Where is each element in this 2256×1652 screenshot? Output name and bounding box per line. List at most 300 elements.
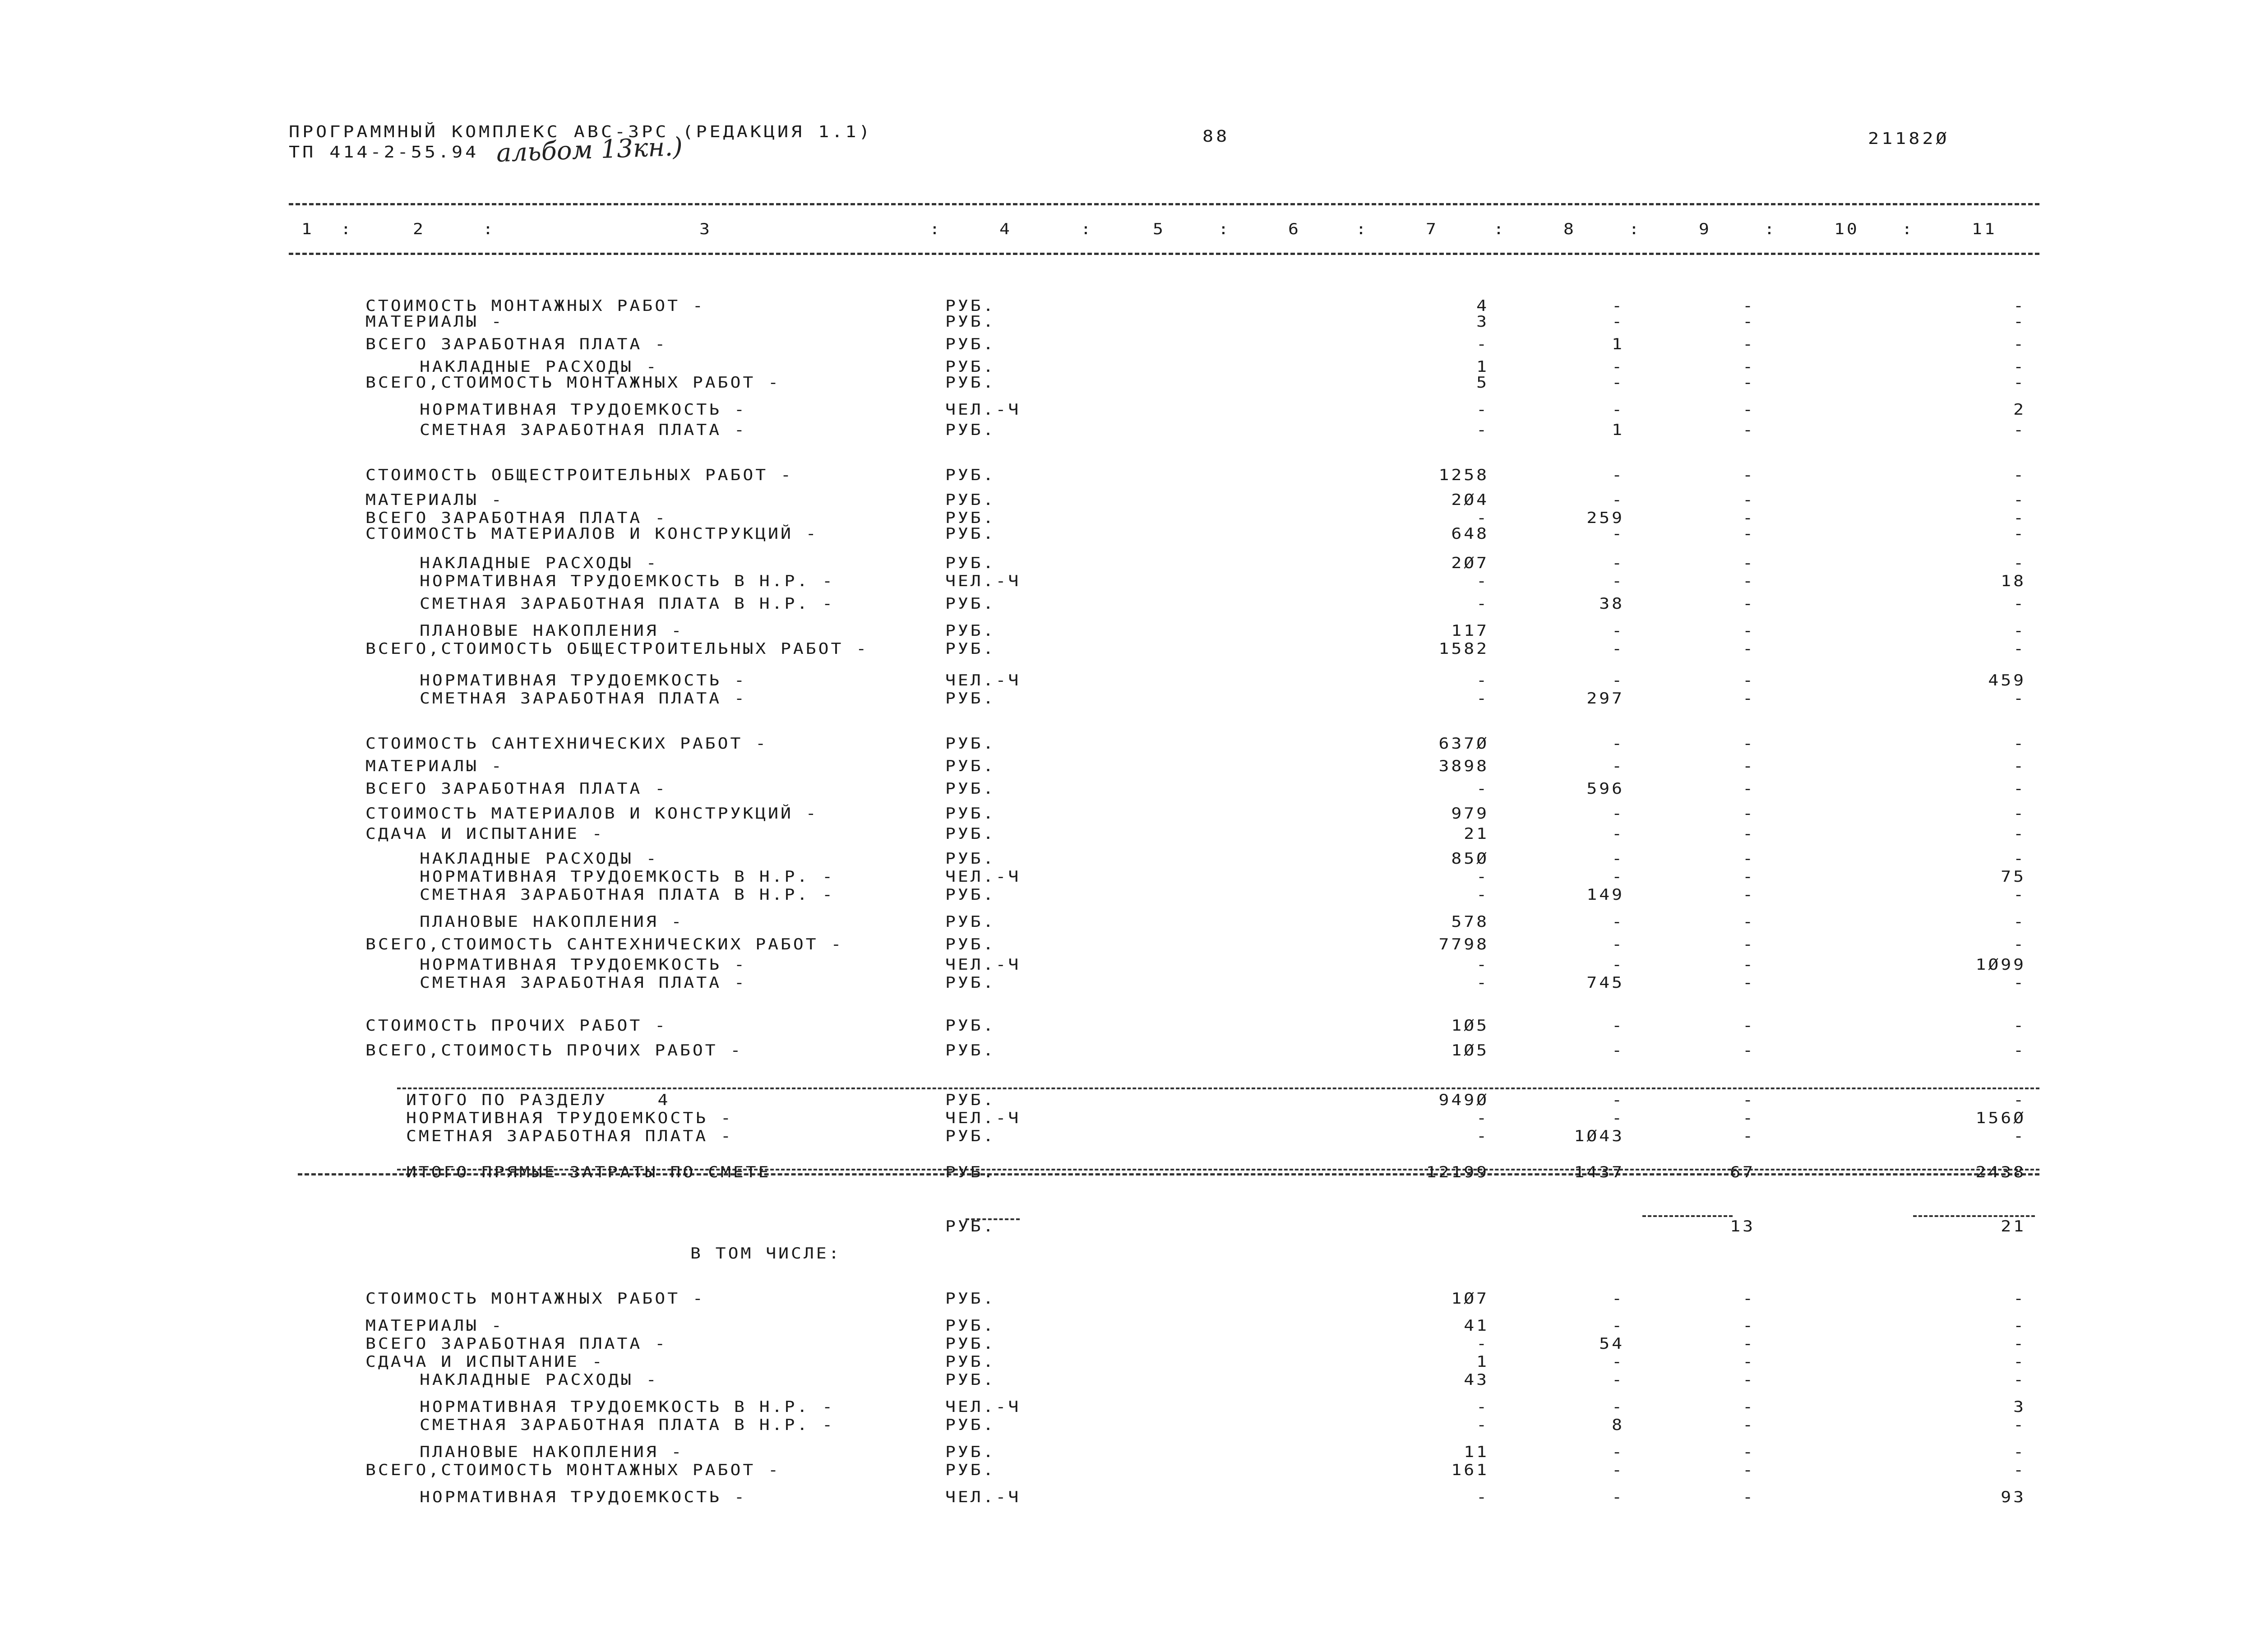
row-label: СМЕТНАЯ ЗАРАБОТНАЯ ПЛАТА - — [420, 689, 747, 707]
program-title: ПРОГРАММНЫЙ КОМПЛЕКС АВС-3РС (РЕДАКЦИЯ 1.1) — [289, 122, 873, 141]
cell-col-8: 259 — [1586, 509, 1624, 527]
row-unit: ЧЕЛ.-Ч — [945, 1397, 1021, 1416]
row-unit: РУБ. — [945, 1217, 996, 1235]
cell-col-9: - — [1743, 1127, 1755, 1145]
cell-col-11: - — [2013, 373, 2026, 391]
cell-col-9: - — [1743, 509, 1755, 527]
row-label: НОРМАТИВНАЯ ТРУДОЕМКОСТЬ - — [420, 671, 747, 689]
row-unit: ЧЕЛ.-Ч — [945, 867, 1021, 885]
row-label: МАТЕРИАЛЫ - — [365, 491, 504, 509]
row-label: СТОИМОСТЬ МАТЕРИАЛОВ И КОНСТРУКЦИЙ - — [365, 524, 818, 542]
cell-col-11: - — [2013, 1091, 2026, 1109]
cell-col-11: - — [2013, 1127, 2026, 1145]
cell-col-11: - — [2013, 912, 2026, 930]
cell-col-8: - — [1612, 912, 1624, 930]
row-label: ВСЕГО ЗАРАБОТНАЯ ПЛАТА - — [365, 509, 668, 527]
row-unit: РУБ. — [945, 1091, 996, 1109]
col-header-6: 6 — [1288, 220, 1301, 238]
row-unit: РУБ. — [945, 1163, 996, 1181]
cell-col-7: - — [1476, 400, 1489, 418]
cell-col-7: 1 — [1476, 357, 1489, 375]
cell-col-9: - — [1743, 400, 1755, 418]
col-header-8: 8 — [1563, 220, 1576, 238]
row-label: НАКЛАДНЫЕ РАСХОДЫ - — [420, 554, 659, 572]
cell-col-9: - — [1743, 335, 1755, 353]
row-unit: РУБ. — [945, 509, 996, 527]
cell-col-7: 1582 — [1438, 639, 1489, 657]
section-rule — [397, 1087, 2039, 1089]
row-label: СДАЧА И ИСПЫТАНИЕ - — [365, 1352, 605, 1370]
row-label: ВСЕГО ЗАРАБОТНАЯ ПЛАТА - — [365, 1334, 668, 1352]
cell-col-8: - — [1612, 1289, 1624, 1307]
cell-col-7: 43 — [1464, 1370, 1489, 1388]
row-label: В ТОМ ЧИСЛЕ: — [690, 1244, 841, 1262]
row-label: ВСЕГО,СТОИМОСТЬ МОНТАЖНЫХ РАБОТ - — [365, 1461, 781, 1479]
row-unit: РУБ. — [945, 1416, 996, 1434]
cell-col-7: 1Ø5 — [1451, 1016, 1489, 1034]
row-label: СМЕТНАЯ ЗАРАБОТНАЯ ПЛАТА В Н.Р. - — [420, 885, 835, 903]
col-header-5: 5 — [1153, 220, 1165, 238]
cell-col-11: - — [2013, 1370, 2026, 1388]
cell-col-11: 459 — [1988, 671, 2026, 689]
cell-col-11: - — [2013, 779, 2026, 797]
col-header-11: 11 — [1972, 220, 1997, 238]
cell-col-8: 8 — [1612, 1416, 1624, 1434]
cell-col-11: - — [2013, 1334, 2026, 1352]
cell-col-11: - — [2013, 1041, 2026, 1059]
row-unit: РУБ. — [945, 524, 996, 542]
cell-col-8: - — [1612, 849, 1624, 867]
row-unit: РУБ. — [945, 935, 996, 953]
cell-col-9: - — [1743, 466, 1755, 484]
col-header-1: 1 — [301, 220, 314, 238]
cell-col-11: - — [2013, 849, 2026, 867]
cell-col-9: - — [1743, 1041, 1755, 1059]
col-separator: : — [1629, 220, 1641, 238]
cell-col-8: 297 — [1586, 689, 1624, 707]
row-label: СТОИМОСТЬ МАТЕРИАЛОВ И КОНСТРУКЦИЙ - — [365, 804, 818, 822]
row-label: ПЛАНОВЫЕ НАКОПЛЕНИЯ - — [420, 621, 684, 639]
cell-col-11: - — [2013, 689, 2026, 707]
row-label: ВСЕГО,СТОИМОСТЬ ОБЩЕСТРОИТЕЛЬНЫХ РАБОТ - — [365, 639, 869, 657]
cell-col-9: - — [1743, 912, 1755, 930]
cell-col-8: - — [1612, 554, 1624, 572]
cell-col-7: 1Ø5 — [1451, 1041, 1489, 1059]
cell-col-7: - — [1476, 885, 1489, 903]
cell-col-7: 3898 — [1438, 757, 1489, 775]
cell-col-11: - — [2013, 1443, 2026, 1461]
cell-col-9: - — [1743, 554, 1755, 572]
col-header-3: 3 — [699, 220, 712, 238]
cell-col-8: - — [1612, 466, 1624, 484]
cell-col-11: 18 — [2001, 572, 2026, 590]
cell-col-9: - — [1743, 1443, 1755, 1461]
cell-col-9: - — [1743, 935, 1755, 953]
cell-col-8: - — [1612, 524, 1624, 542]
cell-col-7: - — [1476, 509, 1489, 527]
cell-col-7: 1258 — [1438, 466, 1489, 484]
cell-col-8: - — [1612, 1316, 1624, 1334]
row-unit: РУБ. — [945, 594, 996, 612]
cell-col-8: 1 — [1612, 421, 1624, 439]
cell-col-9: - — [1743, 421, 1755, 439]
subtotal-rule — [1642, 1215, 1733, 1217]
cell-col-7: - — [1476, 335, 1489, 353]
cell-col-8: - — [1612, 621, 1624, 639]
cell-col-11: - — [2013, 1352, 2026, 1370]
cell-col-7: - — [1476, 1416, 1489, 1434]
row-label: ВСЕГО,СТОИМОСТЬ МОНТАЖНЫХ РАБОТ - — [365, 373, 781, 391]
cell-col-11: - — [2013, 466, 2026, 484]
row-unit: РУБ. — [945, 491, 996, 509]
cell-col-11: - — [2013, 1416, 2026, 1434]
cell-col-9: - — [1743, 1109, 1755, 1127]
row-unit: РУБ. — [945, 804, 996, 822]
cell-col-11: - — [2013, 421, 2026, 439]
col-header-9: 9 — [1699, 220, 1711, 238]
row-label: НОРМАТИВНАЯ ТРУДОЕМКОСТЬ В Н.Р. - — [420, 867, 835, 885]
row-unit: ЧЕЛ.-Ч — [945, 1109, 1021, 1127]
row-label: ИТОГО ПРЯМЫЕ ЗАТРАТЫ ПО СМЕТЕ — [406, 1163, 771, 1181]
row-label: СМЕТНАЯ ЗАРАБОТНАЯ ПЛАТА В Н.Р. - — [420, 594, 835, 612]
cell-col-11: 2438 — [1975, 1163, 2026, 1181]
cell-col-9: - — [1743, 757, 1755, 775]
header-rule-bottom — [289, 253, 2039, 255]
row-unit: РУБ. — [945, 779, 996, 797]
cell-col-7: 949Ø — [1438, 1091, 1489, 1109]
row-label: МАТЕРИАЛЫ - — [365, 757, 504, 775]
cell-col-7: - — [1476, 671, 1489, 689]
row-unit: РУБ. — [945, 1127, 996, 1145]
cell-col-9: - — [1743, 1016, 1755, 1034]
row-label: НОРМАТИВНАЯ ТРУДОЕМКОСТЬ - — [406, 1109, 733, 1127]
row-unit: РУБ. — [945, 357, 996, 375]
row-unit: РУБ. — [945, 1041, 996, 1059]
row-label: СМЕТНАЯ ЗАРАБОТНАЯ ПЛАТА В Н.Р. - — [420, 1416, 835, 1434]
cell-col-7: 11 — [1464, 1443, 1489, 1461]
handwritten-note: альбом 13кн.) — [495, 132, 683, 168]
cell-col-8: - — [1612, 1488, 1624, 1506]
col-separator: : — [1081, 220, 1093, 238]
row-label: ПЛАНОВЫЕ НАКОПЛЕНИЯ - — [420, 912, 684, 930]
row-unit: РУБ. — [945, 335, 996, 353]
row-label: НОРМАТИВНАЯ ТРУДОЕМКОСТЬ - — [420, 1488, 747, 1506]
cell-col-7: - — [1476, 1109, 1489, 1127]
cell-col-9: - — [1743, 639, 1755, 657]
cell-col-7: 1 — [1476, 1352, 1489, 1370]
cell-col-11: 156Ø — [1975, 1109, 2026, 1127]
row-label: НОРМАТИВНАЯ ТРУДОЕМКОСТЬ В Н.Р. - — [420, 1397, 835, 1416]
cell-col-9: - — [1743, 804, 1755, 822]
cell-col-8: - — [1612, 824, 1624, 842]
cell-col-9: - — [1743, 1334, 1755, 1352]
row-unit: РУБ. — [945, 1370, 996, 1388]
cell-col-9: - — [1743, 524, 1755, 542]
row-label: СТОИМОСТЬ МОНТАЖНЫХ РАБОТ - — [365, 1289, 705, 1307]
cell-col-7: - — [1476, 955, 1489, 973]
cell-col-8: - — [1612, 1352, 1624, 1370]
row-unit: РУБ. — [945, 912, 996, 930]
row-label: МАТЕРИАЛЫ - — [365, 312, 504, 330]
cell-col-9: - — [1743, 491, 1755, 509]
cell-col-8: - — [1612, 867, 1624, 885]
cell-col-11: - — [2013, 554, 2026, 572]
cell-col-8: - — [1612, 1041, 1624, 1059]
cell-col-9: - — [1743, 671, 1755, 689]
cell-col-9: - — [1743, 1397, 1755, 1416]
cell-col-7: 117 — [1451, 621, 1489, 639]
row-unit: РУБ. — [945, 689, 996, 707]
row-label: ВСЕГО,СТОИМОСТЬ САНТЕХНИЧЕСКИХ РАБОТ - — [365, 935, 844, 953]
cell-col-8: - — [1612, 1443, 1624, 1461]
page-number: 88 — [1202, 127, 1230, 146]
row-label: НАКЛАДНЫЕ РАСХОДЫ - — [420, 849, 659, 867]
cell-col-7: - — [1476, 1127, 1489, 1145]
cell-col-8: - — [1612, 1109, 1624, 1127]
cell-col-11: - — [2013, 1289, 2026, 1307]
cell-col-9: 13 — [1730, 1217, 1755, 1235]
cell-col-11: - — [2013, 296, 2026, 315]
cell-col-7: - — [1476, 779, 1489, 797]
cell-col-8: - — [1612, 357, 1624, 375]
col-header-7: 7 — [1426, 220, 1438, 238]
cell-col-7: 5 — [1476, 373, 1489, 391]
col-separator: : — [1493, 220, 1506, 238]
cell-col-8: 1437 — [1574, 1163, 1624, 1181]
col-header-2: 2 — [413, 220, 425, 238]
cell-col-7: 12199 — [1426, 1163, 1489, 1181]
cell-col-9: - — [1743, 779, 1755, 797]
row-label: СМЕТНАЯ ЗАРАБОТНАЯ ПЛАТА - — [420, 973, 747, 991]
cell-col-9: - — [1743, 824, 1755, 842]
cell-col-11: - — [2013, 509, 2026, 527]
cell-col-7: 2Ø7 — [1451, 554, 1489, 572]
row-label: ВСЕГО ЗАРАБОТНАЯ ПЛАТА - — [365, 335, 668, 353]
cell-col-7: - — [1476, 867, 1489, 885]
cell-col-9: - — [1743, 867, 1755, 885]
cell-col-11: - — [2013, 524, 2026, 542]
row-label: ВСЕГО,СТОИМОСТЬ ПРОЧИХ РАБОТ - — [365, 1041, 743, 1059]
cell-col-11: 2 — [2013, 400, 2026, 418]
row-label: ВСЕГО ЗАРАБОТНАЯ ПЛАТА - — [365, 779, 668, 797]
row-label: НОРМАТИВНАЯ ТРУДОЕМКОСТЬ В Н.Р. - — [420, 572, 835, 590]
cell-col-9: - — [1743, 885, 1755, 903]
cell-col-7: - — [1476, 572, 1489, 590]
cell-col-7: 2Ø4 — [1451, 491, 1489, 509]
cell-col-7: - — [1476, 1334, 1489, 1352]
row-unit: РУБ. — [945, 1316, 996, 1334]
cell-col-8: - — [1612, 296, 1624, 315]
cell-col-11: 21 — [2001, 1217, 2026, 1235]
cell-col-11: - — [2013, 824, 2026, 842]
row-unit: РУБ. — [945, 1016, 996, 1034]
row-label: СДАЧА И ИСПЫТАНИЕ - — [365, 824, 605, 842]
row-unit: РУБ. — [945, 973, 996, 991]
cell-col-8: 596 — [1586, 779, 1624, 797]
row-unit: РУБ. — [945, 639, 996, 657]
row-label: ИТОГО ПО РАЗДЕЛУ 4 — [406, 1091, 670, 1109]
cell-col-9: - — [1743, 1370, 1755, 1388]
row-unit: РУБ. — [945, 312, 996, 330]
row-unit: РУБ. — [945, 466, 996, 484]
cell-col-9: - — [1743, 973, 1755, 991]
row-unit: РУБ. — [945, 1334, 996, 1352]
cell-col-7: - — [1476, 689, 1489, 707]
cell-col-8: - — [1612, 955, 1624, 973]
cell-col-9: - — [1743, 1289, 1755, 1307]
cell-col-9: - — [1743, 621, 1755, 639]
row-unit: ЧЕЛ.-Ч — [945, 955, 1021, 973]
cell-col-8: - — [1612, 935, 1624, 953]
cell-col-11: - — [2013, 804, 2026, 822]
row-unit: РУБ. — [945, 421, 996, 439]
cell-col-8: 1 — [1612, 335, 1624, 353]
col-separator: : — [341, 220, 353, 238]
cell-col-11: 93 — [2001, 1488, 2026, 1506]
cell-col-7: 637Ø — [1438, 734, 1489, 752]
header-rule-top — [289, 203, 2039, 205]
row-label: СТОИМОСТЬ ПРОЧИХ РАБОТ - — [365, 1016, 668, 1034]
row-unit: РУБ. — [945, 849, 996, 867]
col-separator: : — [929, 220, 942, 238]
cell-col-9: 67 — [1730, 1163, 1755, 1181]
cell-col-9: - — [1743, 1352, 1755, 1370]
row-unit: РУБ. — [945, 554, 996, 572]
cell-col-7: 3 — [1476, 312, 1489, 330]
row-unit: РУБ. — [945, 734, 996, 752]
cell-col-11: - — [2013, 491, 2026, 509]
cell-col-8: - — [1612, 757, 1624, 775]
row-label: МАТЕРИАЛЫ - — [365, 1316, 504, 1334]
cell-col-11: - — [2013, 757, 2026, 775]
col-header-4: 4 — [999, 220, 1012, 238]
cell-col-9: - — [1743, 296, 1755, 315]
row-unit: РУБ. — [945, 373, 996, 391]
cell-col-8: 38 — [1599, 594, 1624, 612]
cell-col-8: - — [1612, 639, 1624, 657]
cell-col-7: 85Ø — [1451, 849, 1489, 867]
cell-col-7: 7798 — [1438, 935, 1489, 953]
cell-col-7: 578 — [1451, 912, 1489, 930]
cell-col-7: 979 — [1451, 804, 1489, 822]
cell-col-7: 21 — [1464, 824, 1489, 842]
cell-col-8: - — [1612, 804, 1624, 822]
cell-col-11: - — [2013, 1461, 2026, 1479]
col-separator: : — [1218, 220, 1231, 238]
cell-col-11: - — [2013, 935, 2026, 953]
cell-col-8: - — [1612, 1397, 1624, 1416]
cell-col-9: - — [1743, 955, 1755, 973]
cell-col-11: - — [2013, 594, 2026, 612]
row-unit: РУБ. — [945, 885, 996, 903]
row-unit: РУБ. — [945, 621, 996, 639]
row-label: НОРМАТИВНАЯ ТРУДОЕМКОСТЬ - — [420, 400, 747, 418]
cell-col-11: 3 — [2013, 1397, 2026, 1416]
row-unit: ЧЕЛ.-Ч — [945, 400, 1021, 418]
cell-col-11: - — [2013, 1016, 2026, 1034]
row-label: СМЕТНАЯ ЗАРАБОТНАЯ ПЛАТА - — [406, 1127, 733, 1145]
cell-col-11: - — [2013, 639, 2026, 657]
cell-col-11: - — [2013, 312, 2026, 330]
row-unit: РУБ. — [945, 1461, 996, 1479]
cell-col-9: - — [1743, 1091, 1755, 1109]
cell-col-7: 161 — [1451, 1461, 1489, 1479]
col-separator: : — [483, 220, 495, 238]
cell-col-11: - — [2013, 885, 2026, 903]
col-header-10: 10 — [1834, 220, 1859, 238]
cell-col-9: - — [1743, 373, 1755, 391]
cell-col-11: - — [2013, 621, 2026, 639]
cell-col-8: 745 — [1586, 973, 1624, 991]
cell-col-8: - — [1612, 734, 1624, 752]
row-unit: ЧЕЛ.-Ч — [945, 1488, 1021, 1506]
cell-col-11: 75 — [2001, 867, 2026, 885]
row-label: НАКЛАДНЫЕ РАСХОДЫ - — [420, 357, 659, 375]
document-code: 21182Ø — [1868, 129, 1950, 148]
row-label: ПЛАНОВЫЕ НАКОПЛЕНИЯ - — [420, 1443, 684, 1461]
cell-col-8: - — [1612, 671, 1624, 689]
cell-col-8: - — [1612, 572, 1624, 590]
row-unit: РУБ. — [945, 1352, 996, 1370]
cell-col-9: - — [1743, 1461, 1755, 1479]
cell-col-11: - — [2013, 734, 2026, 752]
row-unit: РУБ. — [945, 757, 996, 775]
cell-col-9: - — [1743, 734, 1755, 752]
row-unit: РУБ. — [945, 824, 996, 842]
cell-col-11: - — [2013, 973, 2026, 991]
cell-col-7: - — [1476, 973, 1489, 991]
tp-code: ТП 414-2-55.94 — [289, 143, 479, 162]
row-unit: РУБ. — [945, 296, 996, 315]
row-unit: ЧЕЛ.-Ч — [945, 671, 1021, 689]
cell-col-9: - — [1743, 1416, 1755, 1434]
row-label: СТОИМОСТЬ ОБЩЕСТРОИТЕЛЬНЫХ РАБОТ - — [365, 466, 793, 484]
cell-col-7: - — [1476, 1488, 1489, 1506]
col-separator: : — [1902, 220, 1914, 238]
cell-col-8: - — [1612, 491, 1624, 509]
cell-col-11: - — [2013, 357, 2026, 375]
col-separator: : — [1764, 220, 1777, 238]
cell-col-9: - — [1743, 312, 1755, 330]
cell-col-11: - — [2013, 1316, 2026, 1334]
row-label: СТОИМОСТЬ САНТЕХНИЧЕСКИХ РАБОТ - — [365, 734, 768, 752]
cell-col-8: - — [1612, 1461, 1624, 1479]
cell-col-8: 54 — [1599, 1334, 1624, 1352]
cell-col-8: 149 — [1586, 885, 1624, 903]
cell-col-8: - — [1612, 1091, 1624, 1109]
row-unit: ЧЕЛ.-Ч — [945, 572, 1021, 590]
cell-col-7: - — [1476, 594, 1489, 612]
cell-col-8: 1Ø43 — [1574, 1127, 1624, 1145]
row-label: СМЕТНАЯ ЗАРАБОТНАЯ ПЛАТА - — [420, 421, 747, 439]
cell-col-7: 648 — [1451, 524, 1489, 542]
cell-col-8: - — [1612, 400, 1624, 418]
cell-col-7: - — [1476, 421, 1489, 439]
row-label: СТОИМОСТЬ МОНТАЖНЫХ РАБОТ - — [365, 296, 705, 315]
cell-col-8: - — [1612, 373, 1624, 391]
row-label: НАКЛАДНЫЕ РАСХОДЫ - — [420, 1370, 659, 1388]
cell-col-8: - — [1612, 312, 1624, 330]
cell-col-7: 41 — [1464, 1316, 1489, 1334]
cell-col-8: - — [1612, 1016, 1624, 1034]
cell-col-9: - — [1743, 849, 1755, 867]
cell-col-7: - — [1476, 1397, 1489, 1416]
cell-col-11: - — [2013, 335, 2026, 353]
cell-col-11: 1Ø99 — [1975, 955, 2026, 973]
row-label: НОРМАТИВНАЯ ТРУДОЕМКОСТЬ - — [420, 955, 747, 973]
cell-col-9: - — [1743, 1488, 1755, 1506]
row-unit: РУБ. — [945, 1289, 996, 1307]
